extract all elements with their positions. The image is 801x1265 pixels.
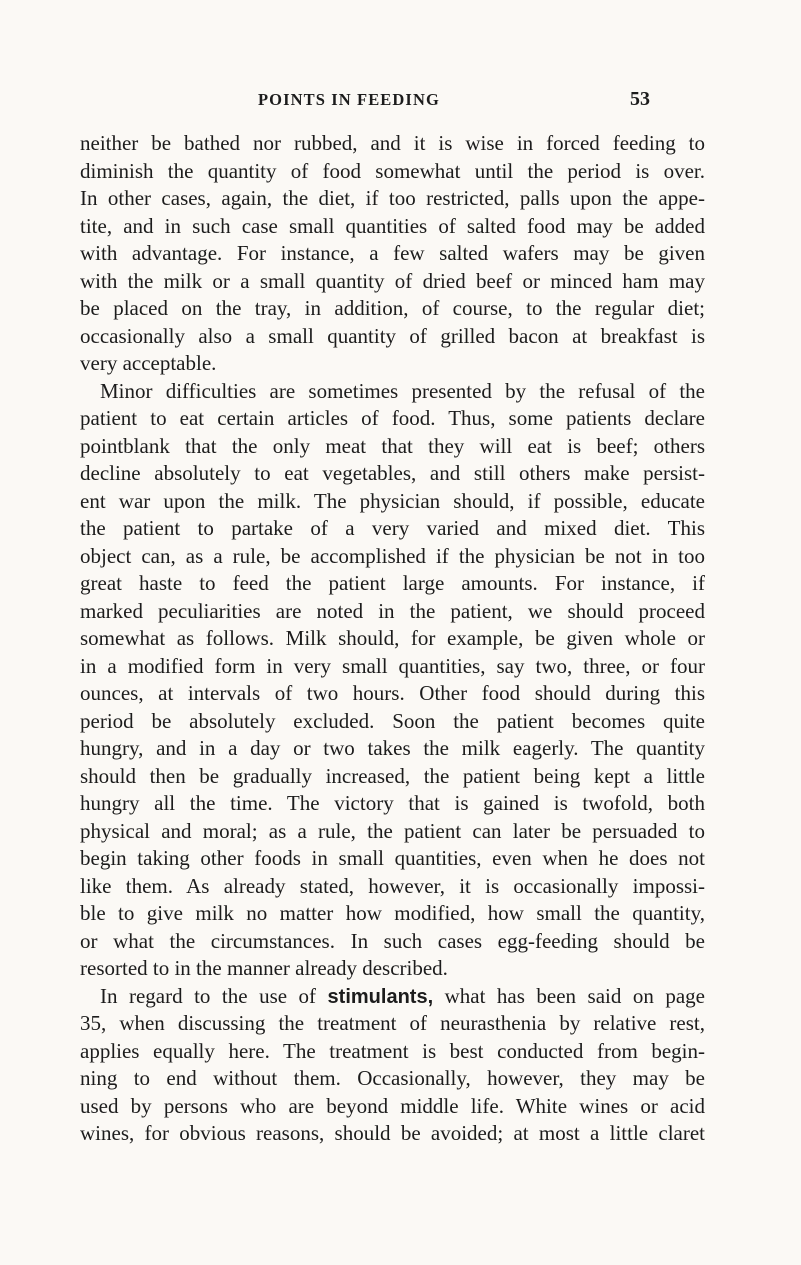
text-line: the patient to partake of a very varied and mixed diet. This [80,516,705,540]
text-line: pointblank that the only meat that they will eat is beef; others [80,433,705,458]
text-line: should then be gradually increased, the patient being kept a little [80,763,705,788]
text-line [80,983,705,1011]
text-line: 35, when discussing the treatment of neurasthenia by relative rest, [80,1011,705,1035]
text-line: In other cases, again, the diet, if too restricted, palls upon the appe- [80,186,705,210]
page-header [118,88,650,116]
text-segment: In regard to the use of [100,983,328,1008]
emphasized-term: stimulants, [327,985,434,1008]
text-line: Minor difficulties are sometimes presented by the refusal of the [100,378,705,403]
text-line: ble to give milk no matter how modified, how small the quantity, [80,901,705,925]
text-line: like them. As already stated, however, it is occasionally impossi- [80,873,705,898]
text-line: period be absolutely excluded. Soon the patient becomes quite [80,708,705,733]
text-line: hungry all the time. The victory that is gained is twofold, both [80,791,705,815]
text-line: used by persons who are beyond middle life. White wines or acid [80,1093,705,1118]
text-line: great haste to feed the patient large amounts. For instance, if [80,571,705,595]
text-line: or what the circumstances. In such cases egg-feeding should be [80,928,705,953]
text-line: with advantage. For instance, a few salted wafers may be given [80,241,705,265]
text-line: object can, as a rule, be accomplished if the physician be not in too [80,543,705,568]
text-line: physical and moral; as a rule, the patient can later be persuaded to [80,818,705,843]
text-line: ning to end without them. Occasionally, however, they may be [80,1066,705,1090]
text-line: ent war upon the milk. The physician should, if possible, educate [80,488,705,513]
text-line: decline absolutely to eat vegetables, and still others make persist- [80,461,705,485]
running-head: POINTS IN FEEDING [258,90,440,109]
text-line: applies equally here. The treatment is best conducted from begin- [80,1038,705,1063]
text-line: wines, for obvious reasons, should be avoided; at most a little claret [80,1121,705,1145]
body-text [80,130,705,1148]
text-line: tite, and in such case small quantities of salted food may be added [80,213,705,238]
text-line: marked peculiarities are noted in the patient, we should proceed [80,598,705,623]
text-line: neither be bathed nor rubbed, and it is wise in forced feeding to [80,131,705,155]
text-segment: what has been said on page [433,983,705,1008]
page-number: 53 [630,88,650,110]
text-line: be placed on the tray, in addition, of course, to the regular diet; [80,296,705,320]
text-line: hungry, and in a day or two takes the milk eagerly. The quantity [80,736,705,760]
text-line: somewhat as follows. Milk should, for example, be given whole or [80,626,705,650]
text-line: very acceptable. [80,351,217,375]
text-line: ounces, at intervals of two hours. Other food should during this [80,681,705,705]
text-line: in a modified form in very small quantities, say two, three, or four [80,653,705,678]
text-line: occasionally also a small quantity of grilled bacon at breakfast is [80,323,705,348]
text-line: patient to eat certain articles of food. Thus, some patients declare [80,406,705,430]
text-line: resorted to in the manner already described. [80,956,448,980]
text-line: with the milk or a small quantity of dried beef or minced ham may [80,268,705,293]
text-line: begin taking other foods in small quantities, even when he does not [80,846,705,870]
text-line: diminish the quantity of food somewhat until the period is over. [80,158,705,183]
